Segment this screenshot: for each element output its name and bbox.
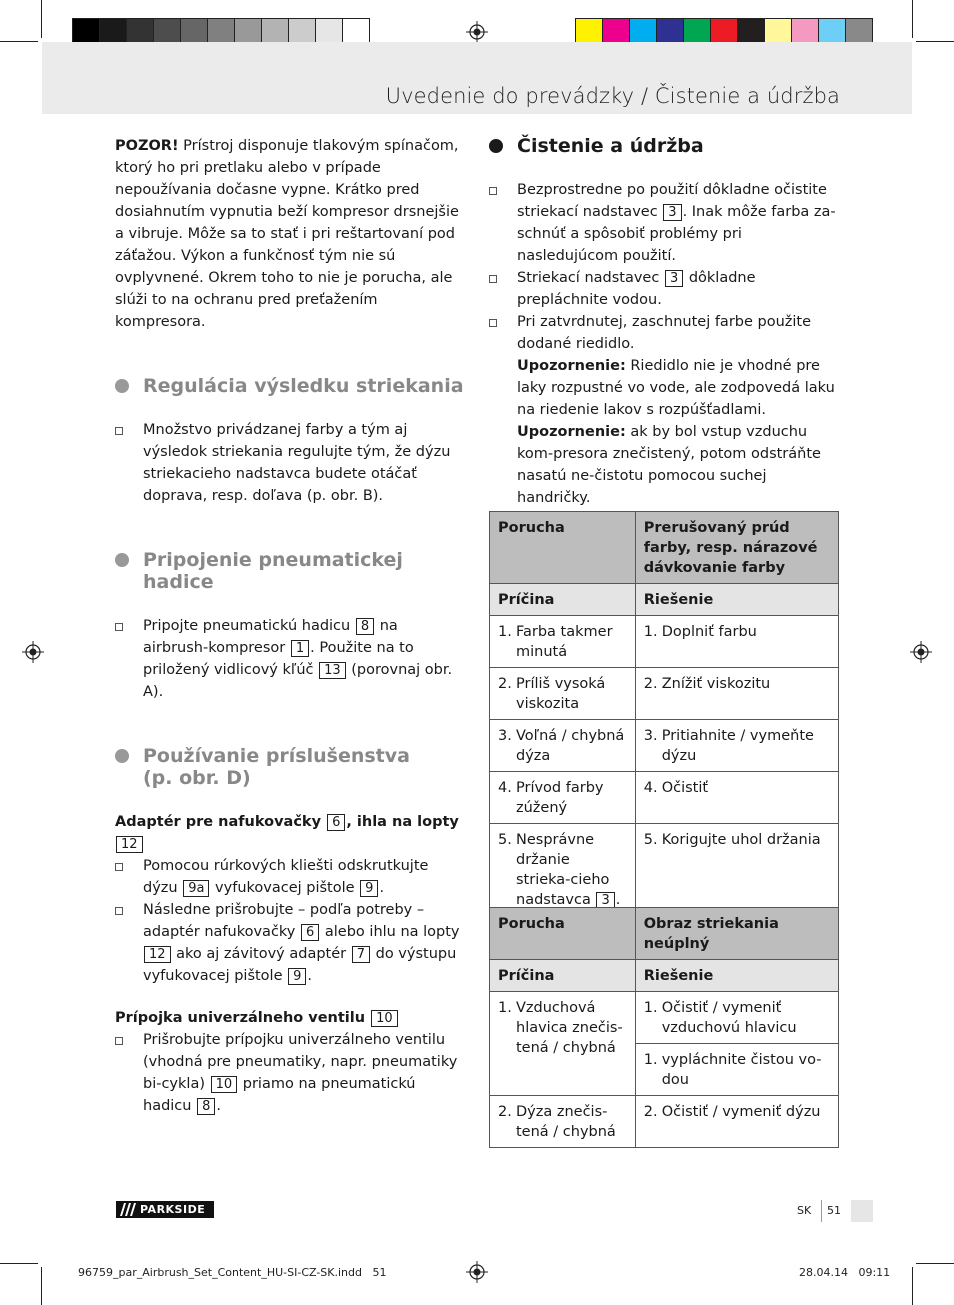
table-cell [490,824,636,916]
crop-mark [0,41,38,42]
text: Adaptér pre nafukovačky [115,814,327,830]
checkbox-bullet-icon [489,319,497,327]
checkbox-bullet-icon [115,427,123,435]
text: Pri zatvrdnutej, zaschnutej farbe použite dodané riedidlo. [517,314,812,352]
table-header-cell: Porucha [490,908,636,960]
text: Príliš vysoká viskozita [516,676,606,712]
text: Bezprostredne po použití dôkladne očistite striekací nadstavec [517,182,827,220]
troubleshooting-table-1 [489,511,839,916]
text: Farba takmer minutá [516,624,613,660]
text: Nesprávne držanie strieka-cieho nadstavca [516,832,610,908]
list-item-text: Množstvo privádzanej farby a tým aj výsledok striekania regulujte tým, že dýzu striekacieho nadstavca budete otáčať doprava, resp. doľava (p. obr. B). [143,422,451,504]
part-ref: 9a [183,880,209,897]
footer-divider [821,1200,822,1222]
cause-text [516,674,627,714]
logo-text: PARKSIDE [140,1203,206,1216]
item-number: 1. [498,1000,512,1016]
text: priamo na pneumatickú hadicu [143,1076,416,1114]
list-item [115,899,467,987]
checkbox-bullet-icon [115,623,123,631]
note-label: Upozornenie: [517,358,626,374]
item-number: 1. [643,1000,658,1016]
crop-mark [916,1263,954,1264]
table-cell [635,668,838,720]
list-item [115,419,467,507]
table-header-cell: Obraz striekania neúplný [635,908,838,960]
item-number: 1. [643,1052,658,1068]
part-ref: 7 [352,946,370,963]
part-ref: 9 [288,968,306,985]
cause-text [516,778,627,818]
text: Voľná / chybná dýza [516,728,625,764]
crop-mark [912,1267,913,1305]
section-heading-text: (p. obr. D) [143,767,251,789]
cause-text [516,622,627,662]
table-cell [490,1096,636,1148]
checkbox-bullet-icon [115,1037,123,1045]
solution-text: Doplniť farbu [661,624,757,640]
text: . Použite na to priložený vidlicový kľúč [143,640,414,678]
part-ref: 8 [356,618,374,635]
table-subheader-cell: Riešenie [635,960,838,992]
section-heading-cleaning [489,135,841,157]
table-header-cell: Prerušovaný prúd farby, resp. nárazové dávkovanie farby [635,512,838,584]
solution-text: Korigujte uhol držania [661,832,821,848]
troubleshooting-table-2 [489,907,839,1148]
table-row [490,992,839,1044]
section-heading-hose [115,549,467,593]
text: Prišrobujte prípojku univerzálneho ventilu (vhodná pre pneumatiky, napr. pneumatiky bi-cykla) [143,1032,458,1092]
text: Pripojte pneumatickú hadicu [143,618,355,634]
table-cell [490,772,636,824]
solution-text: Znížiť viskozitu [661,676,771,692]
item-number: 2. [643,676,658,692]
part-ref: 6 [301,924,319,941]
section-heading-text: Pripojenie pneumatickej [143,549,403,571]
solution-text: vypláchnite čistou vo-dou [661,1052,822,1088]
table-cell [490,720,636,772]
text: (porovnaj obr. A). [143,662,453,700]
item-number: 4. [643,780,658,796]
item-number: 2. [498,676,512,692]
list-item [115,855,467,899]
subheading-valve [115,1007,467,1029]
item-number: 5. [498,832,512,848]
table-row [490,824,839,916]
logo-stripes-icon [116,1201,140,1218]
item-number: 2. [643,1104,658,1120]
registration-mark-icon [466,21,488,43]
checkbox-bullet-icon [489,275,497,283]
text: na airbrush-kompresor [143,618,398,656]
cause-text [516,830,627,910]
text: . Inak môže farba za-schnúť a spôsobiť problémy pri nasledujúcom použití. [517,204,836,264]
item-number: 1. [498,624,512,640]
text: do výstupu vyfukovacej pištole [143,946,457,984]
registration-mark-icon [22,641,44,663]
section-heading-text: Regulácia výsledku striekania [143,375,464,397]
list-item [115,1029,467,1117]
list-item [489,267,841,311]
solution-text: Očistiť / vymeniť dýzu [661,1104,821,1120]
item-number: 3. [498,728,512,744]
table-cell [635,720,838,772]
list-item [489,179,841,267]
table-subheader-cell: Príčina [490,960,636,992]
table-row [490,1096,839,1148]
table-cell [635,1096,838,1148]
language-code: SK [797,1204,812,1217]
text: . [379,880,385,896]
table-cell [490,616,636,668]
text: alebo ihlu na lopty [320,924,460,940]
left-column [115,135,467,1117]
crop-mark [41,0,42,38]
table-row [490,772,839,824]
text: Prívod farby zúžený [516,780,604,816]
table-row [490,668,839,720]
part-ref: 3 [663,204,681,221]
table-subheader-cell: Príčina [490,584,636,616]
list-item [115,615,467,703]
table-row [490,616,839,668]
text: ako aj závitový adaptér [171,946,351,962]
cause-text: Vzduchová hlavica znečis-tená / chybná [516,1000,623,1056]
registration-mark-icon [466,1261,488,1283]
warning-text: Prístroj disponuje tlakovým spínačom, ktorý ho pri pretlaku alebo v prípade nepoužívania dočasne vypne. Krátko pred dosiahnutím vypnutia beží kompresor drsnejšie a vibruje. Môže sa to stať i pri reštartovaní pod záťažou. Výkon a funkčnosť tým nie sú ovplyvnené. Okrem toho to nie je porucha, ale slúži to na ochranu pred preťažením kompresora. [115,138,459,330]
item-number: 4. [498,780,512,796]
table-cell [635,1044,838,1096]
text: vyfukovacej pištole [210,880,360,896]
part-ref: 10 [211,1076,238,1093]
part-ref: 12 [144,946,171,963]
warning-paragraph [115,135,467,333]
page-tab [851,1200,873,1222]
date-info: 28.04.14 09:11 [799,1266,891,1279]
item-number: 1. [643,624,658,640]
text: Pomocou rúrkových kliešti odskrutkujte dýzu [143,858,429,896]
note-text: ak by bol vstup vzduchu kom-presora znečistený, potom odstráňte nasatú ne-čistotu pomocou suchej handričky. [517,424,821,506]
file-info: 96759_par_Airbrush_Set_Content_HU-SI-CZ-SK.indd 51 [78,1266,387,1279]
section-heading-accessories [115,745,467,789]
checkbox-bullet-icon [489,187,497,195]
table-cell [635,772,838,824]
part-ref: 12 [116,836,143,853]
solution-text: Očistiť / vymeniť vzduchovú hlavicu [661,1000,797,1036]
table-cell [490,668,636,720]
note-label: Upozornenie: [517,424,626,440]
section-heading-text: Čistenie a údržba [517,135,704,157]
brand-logo [116,1201,214,1218]
checkbox-bullet-icon [115,907,123,915]
text: , ihla na lopty [346,814,459,830]
part-ref: 1 [291,640,309,657]
part-ref: 9 [360,880,378,897]
registration-mark-icon [910,641,932,663]
text: Striekací nadstavec [517,270,664,286]
table-cell [635,824,838,916]
crop-mark [41,1267,42,1305]
text: . [615,892,621,908]
part-ref: 6 [327,814,345,831]
list-item [489,311,841,509]
checkbox-bullet-icon [115,863,123,871]
crop-mark [0,1263,38,1264]
page-title: Uvedenie do prevádzky / Čistenie a údržba [385,84,840,108]
solution-text: Pritiahnite / vymeňte dýzu [661,728,814,764]
text: dôkladne prepláchnite vodou. [517,270,756,308]
cause-text: Dýza znečis-tená / chybná [516,1104,616,1140]
table-cell [635,992,838,1044]
crop-mark [916,41,954,42]
table-cell [635,616,838,668]
warning-label: POZOR! [115,138,179,154]
table-header-cell: Porucha [490,512,636,584]
solution-text: Očistiť [661,780,709,796]
cause-text [516,726,627,766]
part-ref: 10 [371,1010,398,1027]
item-number: 2. [498,1104,512,1120]
table-cell [490,992,636,1096]
note-text: Riedidlo nie je vhodné pre laky rozpustné vo vode, ale zodpovedá laku na riedenie lakov s rozpúšťadlami. [517,358,835,418]
section-heading-text: Používanie príslušenstva [143,745,410,767]
page-number: 51 [827,1204,841,1217]
right-column [489,135,841,509]
item-number: 3. [643,728,658,744]
part-ref: 8 [197,1098,215,1115]
text: . [216,1098,221,1114]
section-heading-spray-result [115,375,467,397]
crop-mark [912,0,913,38]
table-row [490,720,839,772]
item-number: 5. [643,832,658,848]
part-ref: 13 [319,662,346,679]
section-heading-text: hadice [143,571,214,593]
text: Prípojka univerzálneho ventilu [115,1010,371,1026]
part-ref: 3 [665,270,683,287]
text: Následne prišrobujte – podľa potreby – adaptér nafukovačky [143,902,425,940]
subheading-adapter [115,811,467,855]
table-subheader-cell: Riešenie [635,584,838,616]
text: . [307,968,312,984]
part-ref: 3 [596,892,614,909]
